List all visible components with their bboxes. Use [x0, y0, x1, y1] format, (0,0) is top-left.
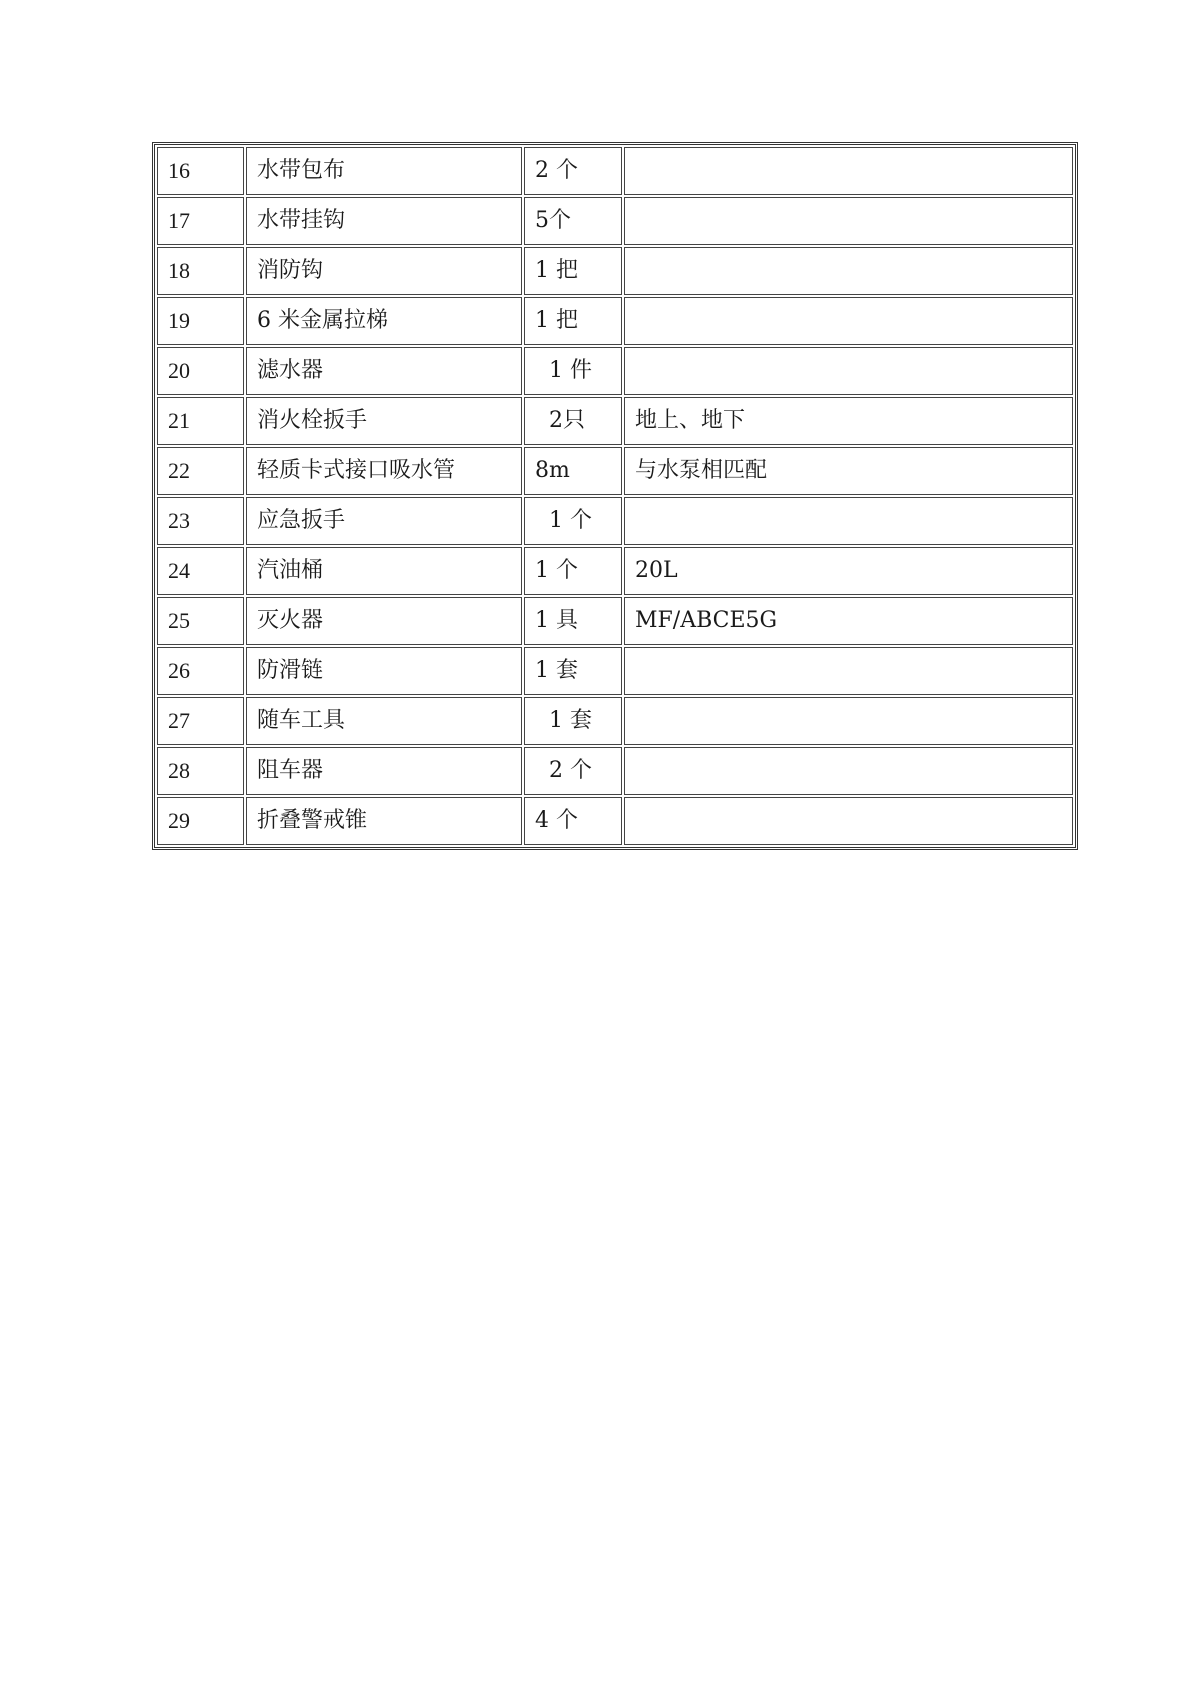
item-name-cell: 防滑链	[246, 647, 522, 695]
item-quantity-cell: 2 个	[524, 747, 622, 795]
item-number-cell: 21	[157, 397, 244, 445]
item-remark-cell	[624, 497, 1073, 545]
item-number-cell: 27	[157, 697, 244, 745]
item-name-cell: 6 米金属拉梯	[246, 297, 522, 345]
item-remark-cell: 20L	[624, 547, 1073, 595]
table-row	[157, 547, 1073, 595]
item-remark-cell	[624, 297, 1073, 345]
table-row	[157, 747, 1073, 795]
item-number-cell: 20	[157, 347, 244, 395]
item-number-cell: 24	[157, 547, 244, 595]
table-row	[157, 697, 1073, 745]
item-number-cell: 25	[157, 597, 244, 645]
item-remark-cell	[624, 147, 1073, 195]
table-row	[157, 347, 1073, 395]
item-remark-cell	[624, 197, 1073, 245]
item-name-cell: 应急扳手	[246, 497, 522, 545]
item-name-cell: 轻质卡式接口吸水管	[246, 447, 522, 495]
item-remark-cell	[624, 647, 1073, 695]
item-remark-cell	[624, 697, 1073, 745]
item-number-cell: 18	[157, 247, 244, 295]
item-quantity-cell: 1 套	[524, 697, 622, 745]
item-name-cell: 随车工具	[246, 697, 522, 745]
item-quantity-cell: 1 把	[524, 297, 622, 345]
item-quantity-cell: 1 个	[524, 547, 622, 595]
equipment-table-body	[157, 147, 1073, 845]
item-name-cell: 消防钩	[246, 247, 522, 295]
item-quantity-cell: 4 个	[524, 797, 622, 845]
item-quantity-cell: 5个	[524, 197, 622, 245]
item-remark-cell: 地上、地下	[624, 397, 1073, 445]
item-name-cell: 阻车器	[246, 747, 522, 795]
item-number-cell: 26	[157, 647, 244, 695]
table-row	[157, 447, 1073, 495]
table-row	[157, 647, 1073, 695]
item-name-cell: 折叠警戒锥	[246, 797, 522, 845]
table-row	[157, 197, 1073, 245]
item-remark-cell	[624, 797, 1073, 845]
table-row	[157, 247, 1073, 295]
table-row	[157, 497, 1073, 545]
item-quantity-cell: 1 件	[524, 347, 622, 395]
item-name-cell: 水带挂钩	[246, 197, 522, 245]
item-remark-cell: 与水泵相匹配	[624, 447, 1073, 495]
item-number-cell: 16	[157, 147, 244, 195]
item-number-cell: 19	[157, 297, 244, 345]
table-row	[157, 297, 1073, 345]
item-remark-cell	[624, 747, 1073, 795]
item-quantity-cell: 1 套	[524, 647, 622, 695]
item-number-cell: 28	[157, 747, 244, 795]
item-remark-cell: MF/ABCE5G	[624, 597, 1073, 645]
item-quantity-cell: 1 把	[524, 247, 622, 295]
item-quantity-cell: 2 个	[524, 147, 622, 195]
item-quantity-cell: 8m	[524, 447, 622, 495]
item-number-cell: 23	[157, 497, 244, 545]
item-number-cell: 29	[157, 797, 244, 845]
item-remark-cell	[624, 347, 1073, 395]
table-row	[157, 147, 1073, 195]
item-name-cell: 汽油桶	[246, 547, 522, 595]
table-row	[157, 597, 1073, 645]
item-name-cell: 滤水器	[246, 347, 522, 395]
item-quantity-cell: 1 个	[524, 497, 622, 545]
item-number-cell: 22	[157, 447, 244, 495]
item-number-cell: 17	[157, 197, 244, 245]
table-row	[157, 397, 1073, 445]
item-name-cell: 消火栓扳手	[246, 397, 522, 445]
item-quantity-cell: 1 具	[524, 597, 622, 645]
item-quantity-cell: 2只	[524, 397, 622, 445]
equipment-table	[152, 142, 1078, 850]
item-name-cell: 水带包布	[246, 147, 522, 195]
table-row	[157, 797, 1073, 845]
item-name-cell: 灭火器	[246, 597, 522, 645]
item-remark-cell	[624, 247, 1073, 295]
